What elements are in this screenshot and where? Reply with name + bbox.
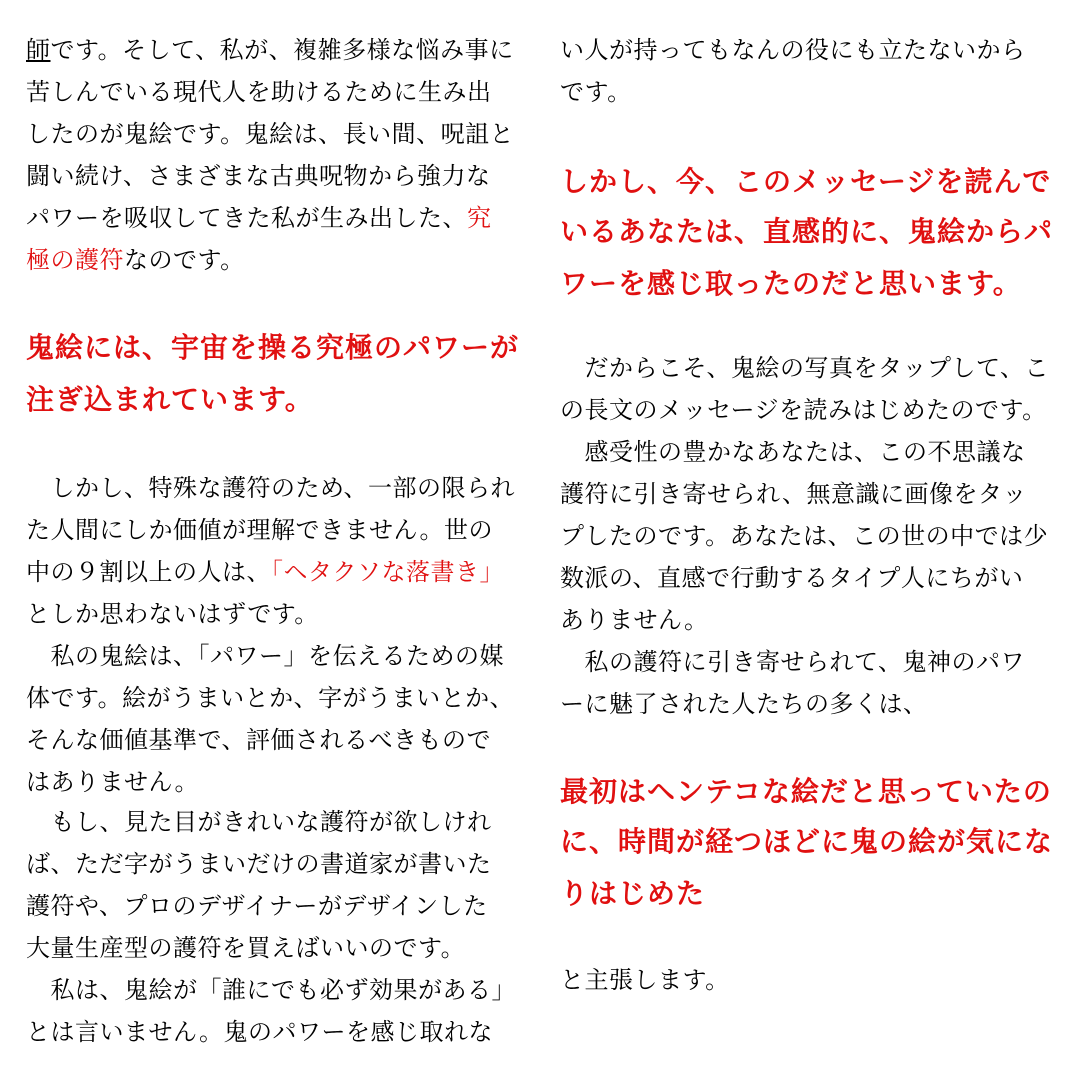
text-line xyxy=(26,202,492,234)
text-line: 私の護符に引き寄せられて、鬼神のパワ xyxy=(560,648,1026,676)
text-line: ば、ただ字がうまいだけの書道家が書いた xyxy=(26,850,492,878)
text-line: 護符に引き寄せられ、無意識に画像をタッ xyxy=(560,480,1027,508)
text-line: だからこそ、鬼絵の写真をタップして、こ xyxy=(560,354,1050,382)
red-heading-line: 注ぎ込まれています。 xyxy=(26,383,314,416)
red-heading-line: 鬼絵には、宇宙を操る究極のパワーが xyxy=(26,331,520,364)
text-line: 感受性の豊かなあなたは、この不思議な xyxy=(560,438,1026,466)
text-line: 私は、鬼絵が「誰にでも必ず効果がある」 xyxy=(26,976,516,1004)
text-line: 苦しんでいる現代人を助けるために生み出 xyxy=(26,78,492,106)
red-heading-line: に、時間が経つほどに鬼の絵が気にな xyxy=(560,825,1054,858)
highlight-text: 極の護符 xyxy=(26,246,124,274)
text-line: 大量生産型の護符を買えばいいのです。 xyxy=(26,934,466,962)
text-line: もし、見た目がきれいな護符が欲しけれ xyxy=(26,808,492,836)
red-heading-line: りはじめた xyxy=(560,877,706,910)
text-line xyxy=(26,244,245,276)
text-line: プしたのです。あなたは、この世の中では少 xyxy=(560,522,1049,550)
text-line: 体です。絵がうまいとか、字がうまいとか、 xyxy=(26,684,515,712)
underlined-char: 師 xyxy=(26,36,51,64)
text-line: 私の鬼絵は、「パワー」を伝えるための媒 xyxy=(26,642,504,670)
text-line: ーに魅了された人たちの多くは、 xyxy=(560,690,928,718)
red-heading-line: いるあなたは、直感的に、鬼絵からパ xyxy=(560,215,1054,248)
text-line xyxy=(26,34,514,66)
red-heading-line: しかし、今、このメッセージを読んで xyxy=(560,165,1052,198)
text-segment: 中の９割以上の人は、 xyxy=(26,558,271,586)
text-line: とは言いません。鬼のパワーを感じ取れな xyxy=(26,1018,493,1046)
highlight-text: 究 xyxy=(467,204,492,232)
text-line: です。 xyxy=(560,78,632,106)
text-line xyxy=(26,556,504,588)
text-line: したのが鬼絵です。鬼絵は、長い間、呪詛と xyxy=(26,120,515,148)
text-segment: なのです。 xyxy=(124,246,245,274)
text-segment: です。そして、私が、複雑多様な悩み事に xyxy=(50,36,514,64)
text-line: の長文のメッセージを読みはじめたのです。 xyxy=(560,396,1047,424)
text-line: としか思わないはずです。 xyxy=(26,600,319,628)
highlight-text: 「ヘタクソな落書き」 xyxy=(271,558,504,586)
red-heading-line: 最初はヘンテコな絵だと思っていたの xyxy=(560,775,1052,808)
text-line: 闘い続け、さまざまな古典呪物から強力な xyxy=(26,162,491,190)
text-line: た人間にしか価値が理解できません。世の xyxy=(26,516,493,544)
text-line: と主張します。 xyxy=(560,966,730,994)
text-line: はありません。 xyxy=(26,768,199,796)
text-line: そんな価値基準で、評価されるべきもので xyxy=(26,726,492,754)
text-line: 数派の、直感で行動するタイプ人にちがい xyxy=(560,564,1024,592)
text-segment: パワーを吸収してきた私が生み出した、 xyxy=(26,204,467,232)
text-line: 護符や、プロのデザイナーがデザインした xyxy=(26,892,488,920)
text-line: ありません。 xyxy=(560,606,709,634)
red-heading-line: ワーを感じ取ったのだと思います。 xyxy=(560,267,1022,300)
text-line: しかし、特殊な護符のため、一部の限られ xyxy=(26,474,516,502)
text-line: い人が持ってもなんの役にも立たないから xyxy=(560,36,1026,64)
